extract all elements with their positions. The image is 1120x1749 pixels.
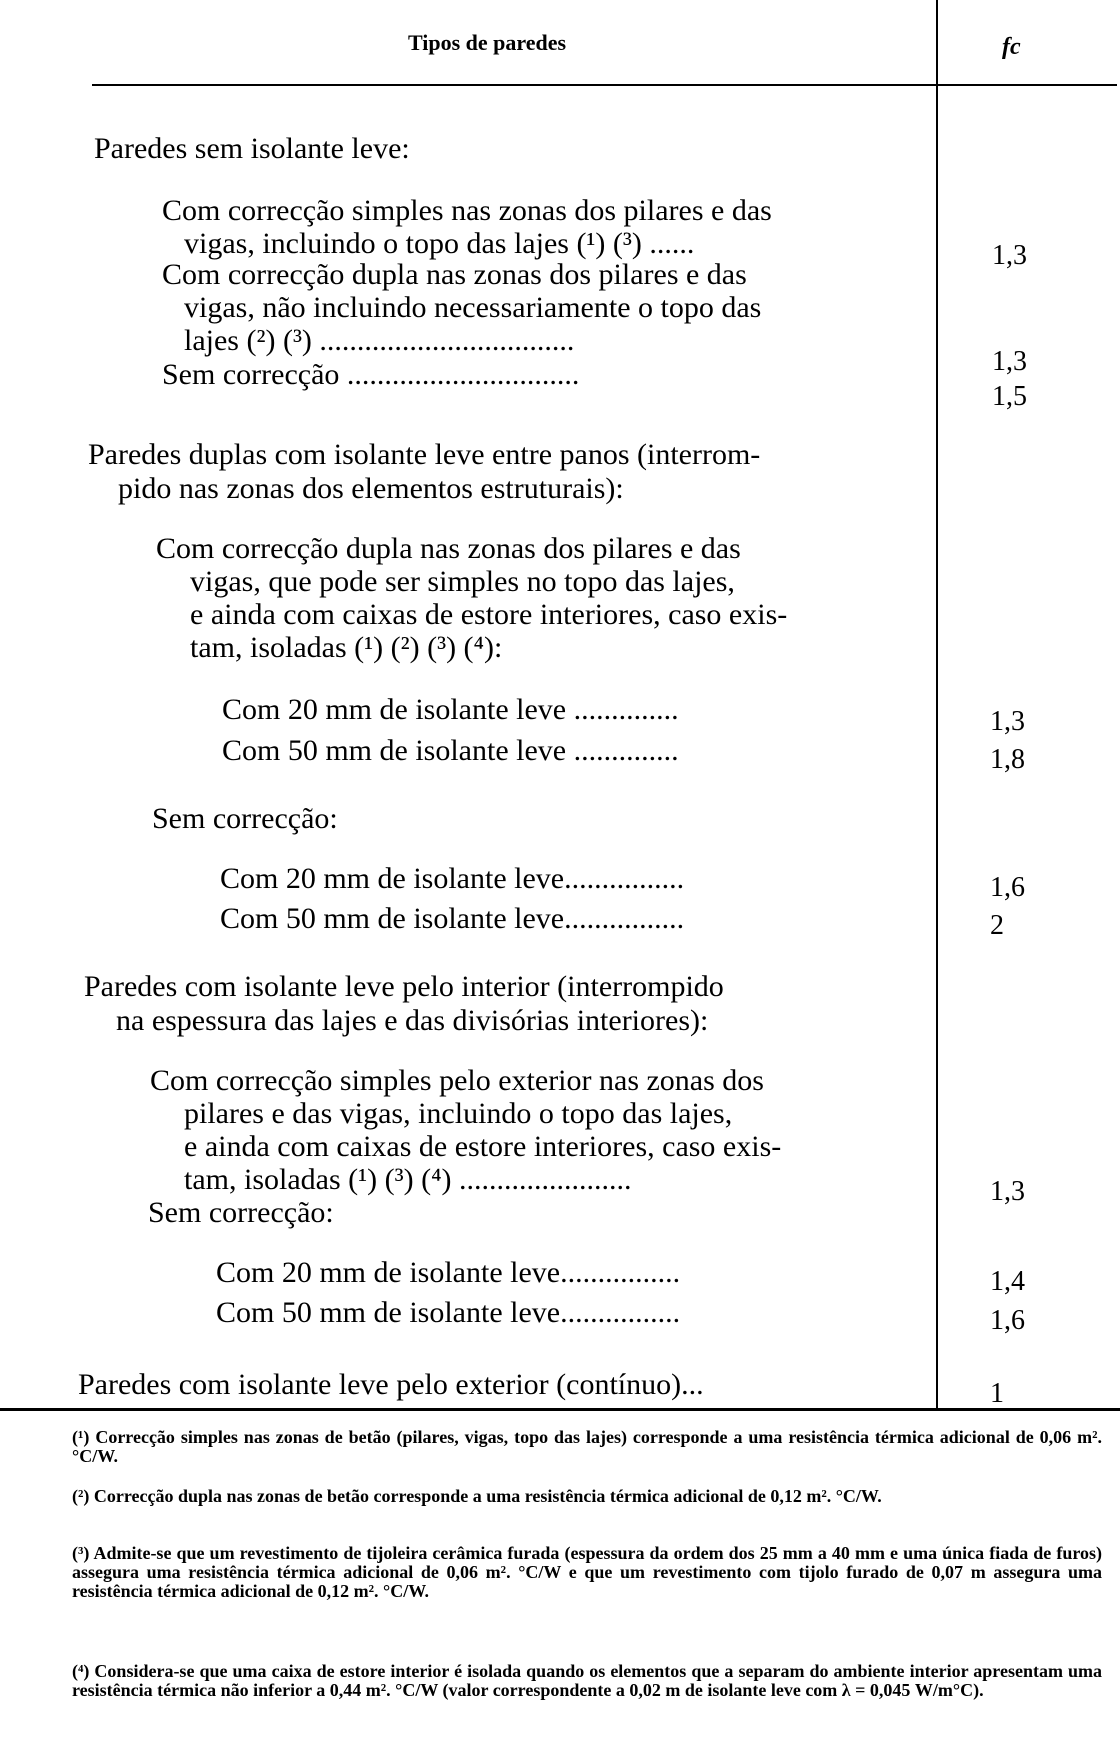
row-10: vigas, que pode ser simples no topo das lajes,: [190, 565, 735, 598]
value-0: 1,3: [992, 240, 1027, 271]
value-9: 1,6: [990, 1305, 1025, 1336]
value-8: 1,4: [990, 1266, 1025, 1297]
footnote-3: (³) Admite-se que um revestimento de tijoleira cerâmica furada (espessura da ordem dos 25 mm a 40 mm e uma única fiada de furos) assegura uma resistência térmica adicional de 0,06 m². °C/W e que um revestimento com tijolo furado de 0,07 m assegura uma resistência térmica adicional de 0,12 m². °C/W.: [72, 1543, 1102, 1601]
row-24: Sem correcção:: [148, 1196, 334, 1229]
row-0: Paredes sem isolante leve:: [94, 132, 410, 165]
footnote-1: (¹) Correcção simples nas zonas de betão (pilares, vigas, topo das lajes) corresponde a uma resistência térmica adicional de 0,06 m². °C/W.: [72, 1427, 1102, 1466]
row-11: e ainda com caixas de estore interiores, caso exis-: [190, 598, 788, 631]
header-types: Tipos de paredes: [408, 30, 567, 55]
row-22: e ainda com caixas de estore interiores, caso exis-: [184, 1130, 782, 1163]
value-1: 1,3: [992, 346, 1027, 377]
value-5: 1,6: [990, 872, 1025, 903]
table-bottom-rule: [0, 1408, 1120, 1411]
row-15: Sem correcção:: [152, 802, 338, 835]
row-19: na espessura das lajes e das divisórias interiores):: [116, 1004, 709, 1037]
row-12: tam, isoladas (¹) (²) (³) (⁴):: [190, 631, 503, 664]
row-27: Paredes com isolante leve pelo exterior (contínuo)...: [78, 1368, 704, 1401]
row-26: Com 50 mm de isolante leve................: [216, 1296, 681, 1329]
footnote-2: (²) Correcção dupla nas zonas de betão corresponde a uma resistência térmica adicional de 0,12 m². °C/W.: [72, 1486, 882, 1506]
row-23: tam, isoladas (¹) (³) (⁴) .......................: [184, 1163, 632, 1196]
row-16: Com 20 mm de isolante leve................: [220, 862, 685, 895]
row-7: Paredes duplas com isolante leve entre panos (interrom-: [88, 438, 761, 471]
row-1: Com correcção simples nas zonas dos pilares e das: [162, 194, 772, 227]
row-2: vigas, incluindo o topo das lajes (¹) (³) ......: [184, 227, 695, 260]
row-14: Com 50 mm de isolante leve ..............: [222, 734, 679, 767]
row-21: pilares e das vigas, incluindo o topo das lajes,: [184, 1097, 733, 1130]
row-9: Com correcção dupla nas zonas dos pilares e das: [156, 532, 741, 565]
row-4: vigas, não incluindo necessariamente o topo das: [184, 291, 762, 324]
value-4: 1,8: [990, 744, 1025, 775]
row-18: Paredes com isolante leve pelo interior (interrompido: [84, 970, 724, 1003]
row-8: pido nas zonas dos elementos estruturais):: [118, 472, 624, 505]
header-rule: [92, 84, 1117, 86]
row-3: Com correcção dupla nas zonas dos pilares e das: [162, 258, 747, 291]
header-fc: fc: [1002, 34, 1021, 60]
value-6: 2: [990, 910, 1004, 941]
footnote-4: (⁴) Considera-se que uma caixa de estore interior é isolada quando os elementos que a separam do ambiente interior apresentam uma resistência térmica não inferior a 0,44 m². °C/W (valor correspondente a 0,02 m de isolante leve com λ = 0,045 W/m°C).: [72, 1661, 1102, 1700]
value-2: 1,5: [992, 381, 1027, 412]
row-6: Sem correcção ...............................: [162, 358, 580, 391]
row-20: Com correcção simples pelo exterior nas zonas dos: [150, 1064, 764, 1097]
row-13: Com 20 mm de isolante leve ..............: [222, 693, 679, 726]
row-17: Com 50 mm de isolante leve................: [220, 902, 685, 935]
value-3: 1,3: [990, 706, 1025, 737]
value-10: 1: [990, 1378, 1004, 1409]
row-25: Com 20 mm de isolante leve................: [216, 1256, 681, 1289]
column-divider: [936, 0, 938, 1408]
value-7: 1,3: [990, 1176, 1025, 1207]
row-5: lajes (²) (³) ..................................: [184, 324, 575, 357]
